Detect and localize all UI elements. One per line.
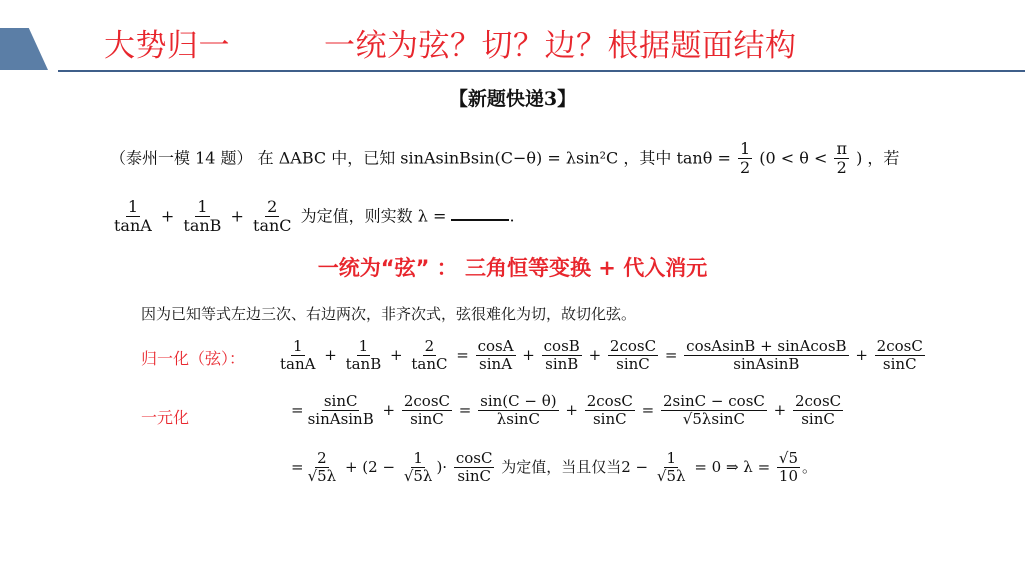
problem-text-2: ) ，若 <box>856 148 900 168</box>
fraction <box>344 338 384 374</box>
fraction <box>875 338 925 374</box>
equation-text: 为定值，当且仅当 <box>501 457 622 476</box>
fraction-denominator: sinC <box>801 410 835 429</box>
fraction-numerator: 2cosC <box>876 337 923 355</box>
header-divider <box>58 70 1025 72</box>
fraction-denominator: sinB <box>545 355 579 374</box>
problem-line-1 <box>110 140 910 178</box>
header-corner-shape <box>0 28 48 70</box>
fraction-denominator: tanC <box>253 216 292 236</box>
fraction-numerator: 1 <box>292 337 303 355</box>
fraction-denominator: sinC <box>410 410 444 429</box>
method-heading: 一统为“弦” ： 三角恒等变换 + 代入消元 <box>317 256 708 280</box>
fraction-numerator: 2 <box>424 337 435 355</box>
fraction-denominator: 10 <box>778 467 799 486</box>
problem-statement <box>110 140 910 236</box>
fraction <box>251 198 294 236</box>
fraction-numerator: 2cosC <box>403 392 451 410</box>
problem-text-1: 在 ΔABC 中，已知 sinAsinBsin(C−θ) = λsin²C ，其中 tanθ = <box>257 148 736 168</box>
equation-end: 。 <box>802 457 818 476</box>
pi-half-fraction <box>834 140 849 178</box>
equation-text: + (2 − <box>344 457 396 476</box>
fraction <box>585 393 635 429</box>
title-part-1: 大势归一 <box>104 28 230 64</box>
equation-text: 2 − <box>621 457 649 476</box>
fraction-denominator: tanB <box>183 216 222 236</box>
fraction-numerator: 2cosC <box>609 337 657 355</box>
answer-blank <box>451 205 509 221</box>
fraction-denominator: 2 <box>836 158 847 178</box>
fraction-denominator: tanA <box>280 355 316 374</box>
fraction-denominator: √5λ <box>656 467 686 486</box>
fraction <box>181 198 223 236</box>
problem-end: . <box>509 206 515 226</box>
fraction-denominator: sinC <box>457 467 491 486</box>
answer-fraction <box>777 450 800 486</box>
fraction-numerator: cosA <box>477 337 514 355</box>
fraction-denominator: √5λsinC <box>682 410 746 429</box>
fraction <box>278 338 317 374</box>
fraction-numerator: 2 <box>267 196 278 216</box>
fraction-denominator: √5λ <box>403 467 433 486</box>
fraction <box>409 338 449 374</box>
title-part-2: 一统为弦？切？边？根据题面结构 <box>324 28 797 64</box>
fraction-numerator: 2 <box>317 449 327 467</box>
fraction-denominator: tanA <box>114 216 152 236</box>
fraction <box>454 450 495 486</box>
fraction <box>402 450 435 486</box>
fraction-denominator: sinAsinB <box>307 410 374 429</box>
fraction <box>608 338 658 374</box>
fraction-denominator: sinC <box>616 355 650 374</box>
fraction-numerator: 1 <box>197 196 208 216</box>
fraction <box>542 338 582 374</box>
fraction <box>684 338 848 374</box>
fraction-numerator: 2sinC − cosC <box>662 392 765 410</box>
fraction-numerator: cosAsinB + sinAcosB <box>686 337 847 355</box>
problem-source: （泰州一模 14 题） <box>110 148 253 168</box>
fraction-numerator: 1 <box>358 337 369 355</box>
fraction-denominator: 2 <box>739 158 751 178</box>
fraction-numerator: 2cosC <box>794 392 842 410</box>
equation-step-1: $\frac{1}{\tan A}$ + $\frac{1}{\tan B}$ + $\frac{2}{\tan C}$ = $\frac{\cos A}{\sin A}$ + $\frac{\cos B}{\sin B}$ + $\frac{2\cos C}{\sin C}$ = $\frac{\text{cosAsinB + sinAcosB}}{\text{sinAsinB}}$ + $\frac{2\cos C}{\sin C}$ <box>280 337 923 374</box>
fraction-numerator: 1 <box>739 139 751 158</box>
fraction-denominator: sinAsinB <box>733 355 800 374</box>
equation-text: )· <box>436 457 448 476</box>
equation-step-3: = $\frac{2}{√5\lambda}$ + (2 − $\frac{1}{√5\lambda}$ )· $\frac{\cos C}{\sin C}$ 为定值，当且仅当2 − $\frac{1}{√5\lambda}$ = 0 ⇒ λ = $\frac{√5}{10}$ 。 <box>291 449 818 486</box>
fraction <box>306 450 339 486</box>
fraction-denominator: λsinC <box>496 410 540 429</box>
fraction-numerator: 1 <box>413 449 423 467</box>
fraction-numerator: 1 <box>666 449 676 467</box>
fraction <box>476 338 516 374</box>
fraction-denominator: sinC <box>882 355 917 374</box>
fraction-numerator: π <box>836 139 847 158</box>
fraction-numerator: cosB <box>543 337 580 355</box>
fraction-denominator: sinA <box>479 355 513 374</box>
fraction-numerator: 1 <box>127 196 138 216</box>
fraction <box>478 393 558 429</box>
problem-text-3: 为定值，则实数 λ = <box>300 206 447 226</box>
page-title <box>104 20 797 65</box>
explanation-text: 因为已知等式左边三次、右边两次，非齐次式，弦很难化为切，故切化弦。 <box>141 305 637 323</box>
problem-line-2: $\frac{1}{\tan A}$ + $\frac{1}{\tan B}$ + $\frac{2}{\tan C}$ 为定值，则实数 λ = . <box>114 196 515 236</box>
fraction <box>655 450 688 486</box>
label-unify-sine: 归一化（弦）： <box>141 349 246 368</box>
fraction <box>112 198 154 236</box>
equation-step-2: = $\frac{\sin C}{\text{sinAsinB}}$ + $\frac{2\cos C}{\sin C}$ = $\frac{\sin(C - \theta)}{\lambda\sin C}$ + $\frac{2\cos C}{\sin C}$ = $\frac{2\sin C - \cos C}{√5\lambda\sin C}$ + $\frac{2\cos C}{\sin C}$ <box>291 392 842 429</box>
fraction-numerator: sin(C − θ) <box>480 392 557 410</box>
fraction <box>661 393 767 429</box>
fraction-numerator: cosC <box>455 449 493 467</box>
fraction-numerator: 2cosC <box>586 392 633 410</box>
fraction-denominator: tanB <box>345 355 382 374</box>
fraction <box>402 393 452 429</box>
fraction-numerator: √5 <box>778 449 799 467</box>
tan-theta-fraction <box>738 140 752 178</box>
label-single-variable: 一元化 <box>141 408 190 427</box>
fraction-denominator: tanC <box>411 355 448 374</box>
fraction-numerator: sinC <box>323 392 358 410</box>
equation-text: = 0 ⇒ λ = <box>694 457 771 476</box>
fraction <box>793 393 843 429</box>
section-subheading: 【新题快递3】 <box>448 88 577 110</box>
fraction-denominator: sinC <box>592 410 627 429</box>
problem-condition: (0 < θ < <box>759 148 833 168</box>
fraction <box>306 393 376 429</box>
fraction-denominator: √5λ <box>307 467 337 486</box>
